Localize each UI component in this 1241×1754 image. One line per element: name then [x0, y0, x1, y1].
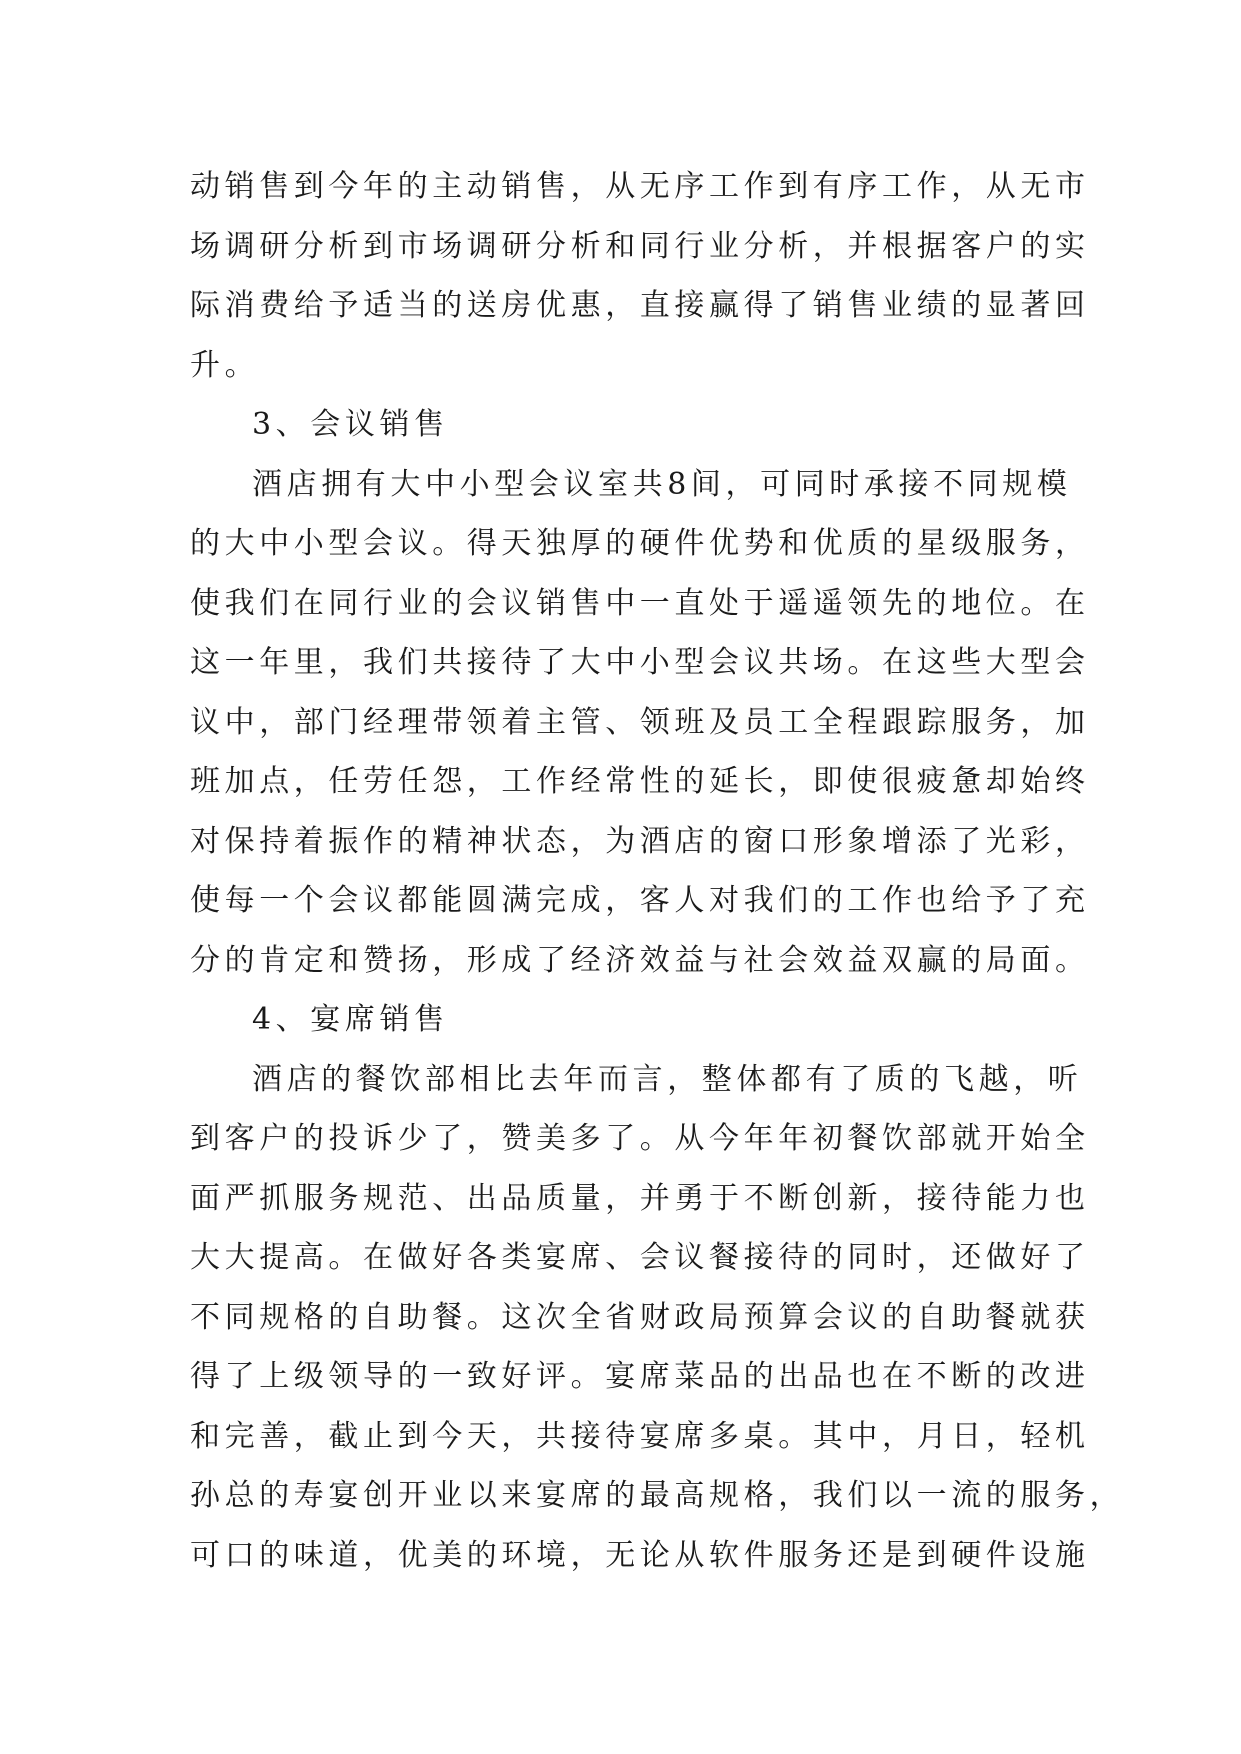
text-line: 大大提高。在做好各类宴席、会议餐接待的同时，还做好了: [190, 1240, 1090, 1275]
paragraph-start: 酒店的餐饮部相比去年而言，整体都有了质的飞越，听: [252, 1061, 1083, 1097]
section-heading-meeting-sales: 3、会议销售: [252, 407, 449, 442]
text-line: 使我们在同行业的会议销售中一直处于遥遥领先的地位。在: [190, 585, 1090, 621]
text-line: 动销售到今年的主动销售，从无序工作到有序工作，从无市: [190, 169, 1090, 204]
text-line: 孙总的寿宴创开业以来宴席的最高规格，我们以一流的服务，: [190, 1478, 1125, 1513]
text-line: 得了上级领导的一致好评。宴席菜品的出品也在不断的改进: [190, 1359, 1090, 1394]
text-line: 这一年里，我们共接待了大中小型会议共场。在这些大型会: [190, 645, 1090, 680]
text-line: 使每一个会议都能圆满完成，客人对我们的工作也给予了充: [190, 883, 1090, 918]
text-line: 分的肯定和赞扬，形成了经济效益与社会效益双赢的局面。: [190, 942, 1090, 978]
text-line: 对保持着振作的精神状态，为酒店的窗口形象增添了光彩，: [190, 823, 1090, 859]
text-line: 议中，部门经理带领着主管、领班及员工全程跟踪服务，加: [190, 704, 1090, 740]
text-line: 班加点，任劳任怨，工作经常性的延长，即使很疲惫却始终: [190, 764, 1090, 799]
text-line: 升。: [190, 347, 260, 383]
body-text: [190, 157, 1125, 1585]
text-line: 面严抓服务规范、出品质量，并勇于不断创新，接待能力也: [190, 1180, 1090, 1216]
text-line: 不同规格的自助餐。这次全省财政局预算会议的自助餐就获: [190, 1299, 1090, 1335]
text-line: 场调研分析到市场调研分析和同行业分析，并根据客户的实: [190, 228, 1090, 264]
text-line: 和完善，截止到今天，共接待宴席多桌。其中，月日，轻机: [190, 1418, 1090, 1454]
text-line: 的大中小型会议。得天独厚的硬件优势和优质的星级服务，: [190, 526, 1090, 561]
text-line: 际消费给予适当的送房优惠，直接赢得了销售业绩的显著回: [190, 288, 1090, 323]
text-line: 到客户的投诉少了，赞美多了。从今年年初餐饮部就开始全: [190, 1121, 1090, 1156]
text-line: 可口的味道，优美的环境，无论从软件服务还是到硬件设施: [190, 1537, 1090, 1573]
section-heading-banquet-sales: 4、宴席销售: [252, 1002, 449, 1037]
paragraph-start: 酒店拥有大中小型会议室共8间，可同时承接不同规模: [252, 466, 1072, 502]
